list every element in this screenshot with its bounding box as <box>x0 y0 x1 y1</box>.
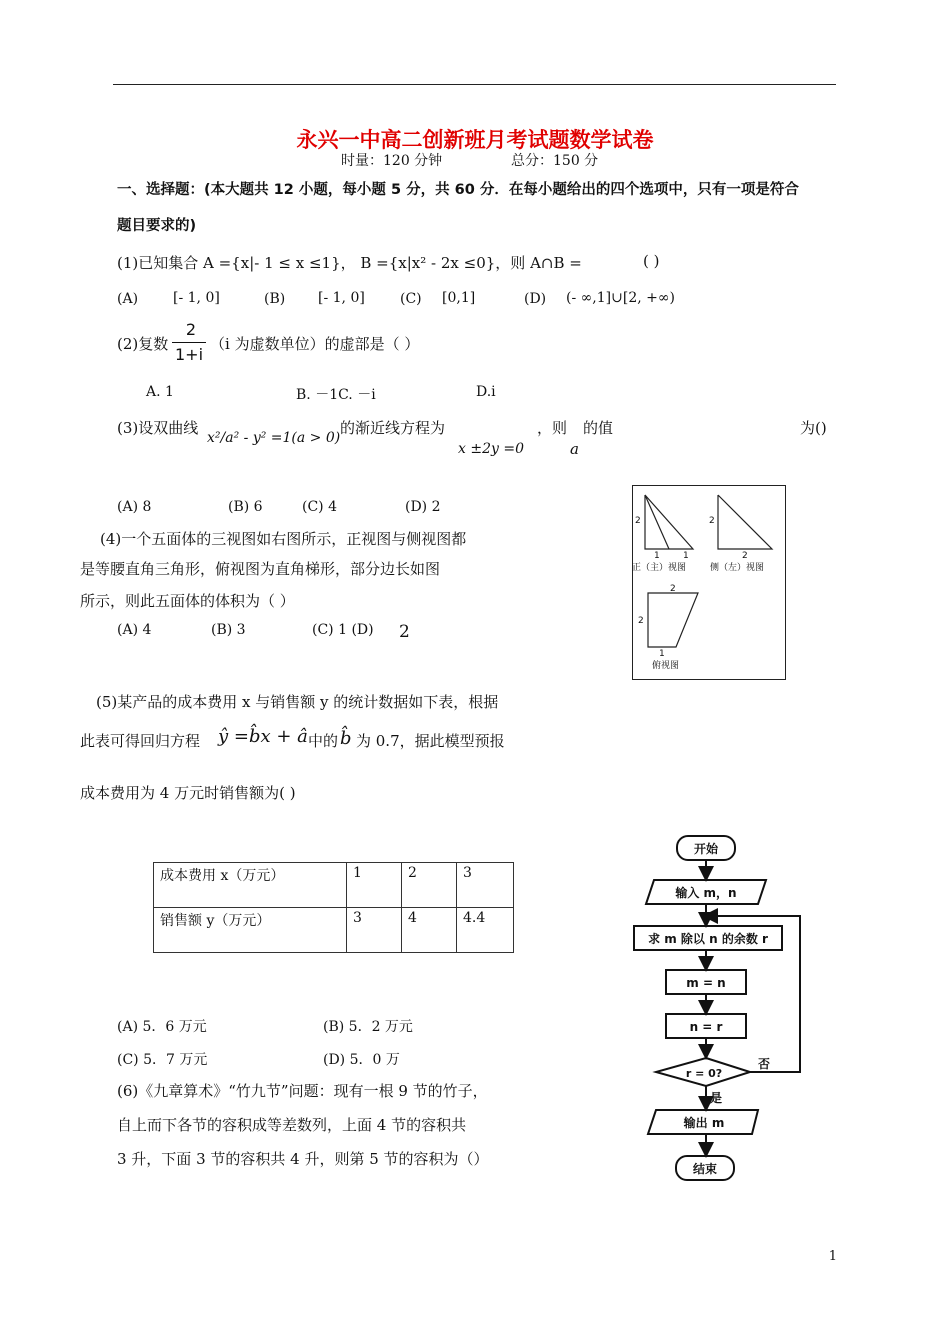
flow-start-label: 开始 <box>693 842 719 856</box>
option-label: (D) <box>524 291 547 307</box>
side-view-caption: 侧（左）视图 <box>710 563 765 573</box>
question-4-line2: 是等腰直角三角形，俯视图为直角梯形，部分边长如图 <box>80 560 441 578</box>
option: (B) 6 <box>228 499 263 515</box>
top-view-caption: 俯视图 <box>652 661 680 671</box>
table-cell: 销售额 y（万元） <box>154 908 347 953</box>
flow-yes-label: 是 <box>709 1091 723 1105</box>
dim-label: 1 <box>683 551 689 561</box>
page-number: 1 <box>828 1249 837 1264</box>
option-label: (C) <box>400 291 422 307</box>
option: (B) 5．2 万元 <box>323 1019 413 1035</box>
flow-input-label: 输入 m，n <box>675 886 737 900</box>
table-cell: 1 <box>347 863 402 908</box>
option: (A) 5．6 万元 <box>117 1019 207 1035</box>
header-rule <box>113 84 836 85</box>
hyperbola-formula: x²/a² - y² =1(a > 0) <box>207 430 341 446</box>
front-view-outer <box>645 495 693 549</box>
question-3-mid: 的渐近线方程为 <box>340 419 446 437</box>
table-row <box>154 863 514 908</box>
b-hat: b̂ <box>340 728 352 749</box>
top-view-shape <box>648 593 698 647</box>
regression-equation: ŷ =b̂x + â <box>218 726 308 747</box>
option-label: (B) <box>264 291 286 307</box>
asymptote-formula: x ±2y =0 <box>458 441 524 457</box>
option-value: (- ∞,1]∪[2, +∞) <box>566 290 675 306</box>
section-heading: 一、选择题：(本大题共 12 小题，每小题 5 分，共 60 分．在每小题给出的四个选项中，只有一项是符合 <box>117 182 799 198</box>
option-value: [- 1, 0] <box>318 290 365 306</box>
question-2-suffix: （i 为虚数单位）的虚部是（ ） <box>210 335 420 353</box>
table-cell: 成本费用 x（万元） <box>154 863 347 908</box>
option: (B) 3 <box>211 622 246 638</box>
option: (D) 2 <box>405 499 441 515</box>
question-3-then: ，则 <box>537 419 568 437</box>
option-value: 2 <box>399 622 410 642</box>
option: B. －1C. －i <box>296 387 376 403</box>
question-1: (1)已知集合 A ={x|- 1 ≤ x ≤1}， B ={x|x² - 2x ≤0}，则 A∩B = <box>117 254 582 272</box>
question-3-prefix: (3)设双曲线 <box>117 419 199 437</box>
dim-label: 1 <box>654 551 660 561</box>
fraction-numerator: 2 <box>185 320 197 339</box>
option-value: [0,1] <box>442 290 476 306</box>
flow-n-label: n = r <box>689 1020 723 1034</box>
page-title: 永兴一中高二创新班月考试题数学试卷 <box>296 128 654 152</box>
option: (D) 5．0 万 <box>323 1052 400 1068</box>
question-5-line2c: 为 0.7，据此模型预报 <box>356 732 505 750</box>
time-label: 时量：120 分钟 <box>341 153 443 169</box>
option: (C) 1 (D) <box>312 622 374 638</box>
table-cell: 3 <box>347 908 402 953</box>
question-5-line3: 成本费用为 4 万元时销售额为( ) <box>80 784 296 802</box>
option: A. 1 <box>146 384 174 400</box>
question-6-line3: 3 升，下面 3 节的容积共 4 升，则第 5 节的容积为（） <box>117 1150 489 1168</box>
flow-cond-label: r = 0? <box>685 1067 723 1080</box>
flow-no-label: 否 <box>757 1057 771 1071</box>
flow-remainder-label: 求 m 除以 n 的余数 r <box>648 932 768 946</box>
front-view-caption: 正（主）视图 <box>632 563 687 573</box>
flowchart <box>630 832 810 1184</box>
table-cell: 3 <box>457 863 514 908</box>
question-5-line2a: 此表可得回归方程 <box>80 732 201 750</box>
question-6-line1: (6)《九章算术》“竹九节”问题：现有一根 9 节的竹子， <box>117 1082 488 1100</box>
dim-label: 2 <box>742 551 748 561</box>
option: (C) 4 <box>302 499 337 515</box>
variable-a: a <box>570 440 579 458</box>
question-5-line2b: 中的 <box>308 732 339 750</box>
question-5-line1: (5)某产品的成本费用 x 与销售额 y 的统计数据如下表，根据 <box>96 693 499 711</box>
question-3-val: 的值 <box>583 419 614 437</box>
table-cell: 4.4 <box>457 908 514 953</box>
question-6-line2: 自上而下各节的容积成等差数列，上面 4 节的容积共 <box>117 1116 467 1134</box>
table-row <box>154 908 514 953</box>
option: (A) 8 <box>117 499 152 515</box>
three-view-figure <box>632 485 786 680</box>
option-label: (A) <box>117 291 139 307</box>
dim-label: 1 <box>659 649 665 659</box>
dim-label: 2 <box>638 616 644 626</box>
data-table <box>153 862 514 953</box>
flow-output-label: 输出 m <box>683 1116 725 1130</box>
question-3-end: 为() <box>800 419 827 437</box>
dim-label: 2 <box>709 516 715 526</box>
dim-label: 2 <box>635 516 641 526</box>
question-2-prefix: (2)复数 <box>117 335 169 353</box>
option: (A) 4 <box>117 622 152 638</box>
option-value: [- 1, 0] <box>173 290 220 306</box>
fraction-denominator: 1+i <box>174 345 204 364</box>
score-label: 总分：150 分 <box>511 153 599 169</box>
option: (C) 5．7 万元 <box>117 1052 208 1068</box>
question-4-line1: (4)一个五面体的三视图如右图所示，正视图与侧视图都 <box>100 530 467 548</box>
fraction-bar <box>172 342 206 343</box>
side-view-shape <box>718 495 772 549</box>
question-4-line3: 所示，则此五面体的体积为（ ） <box>80 592 295 610</box>
section-heading-cont: 题目要求的) <box>117 218 197 234</box>
flow-m-label: m = n <box>686 976 726 990</box>
dim-label: 2 <box>670 584 676 594</box>
flow-end-label: 结束 <box>692 1162 718 1176</box>
answer-paren: ( ) <box>643 252 660 270</box>
table-cell: 2 <box>402 863 457 908</box>
option: D.i <box>476 384 496 400</box>
front-view-edge <box>645 495 669 549</box>
table-cell: 4 <box>402 908 457 953</box>
